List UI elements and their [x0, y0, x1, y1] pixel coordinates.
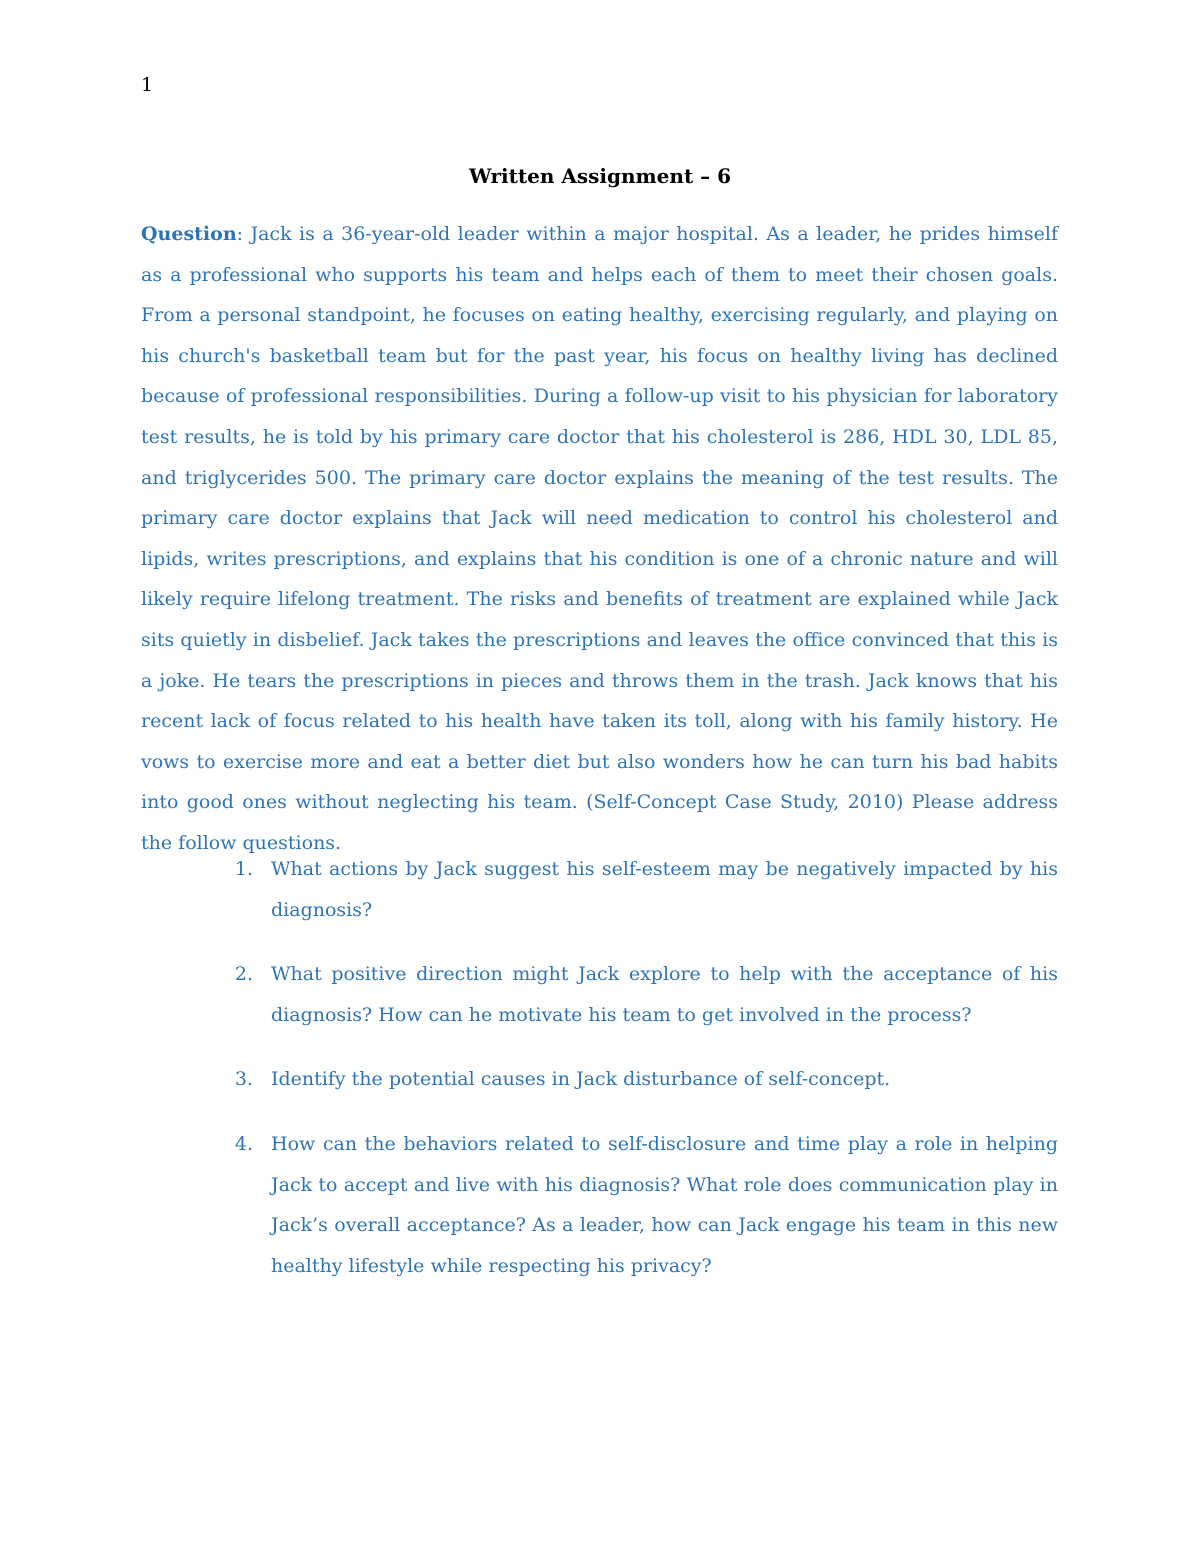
question-text: : Jack is a 36-year-old leader within a major hospital. As a leader, he prides himself as a professional who supports his team and helps each of them to meet their chosen goals. From a personal standpoint, he focuses on eating healthy, exercising regularly, and playing on his church's basketball team but for the past year, his focus on healthy living has declined because of professional responsibilities. During a follow-up visit to his physician for laboratory test results, he is told by his primary care doctor that his cholesterol is 286, HDL 30, LDL 85, and triglycerides 500. The primary care doctor explains the meaning of the test results. The primary care doctor explains that Jack will need medication to control his cholesterol and lipids, writes prescriptions, and explains that his condition is one of a chronic nature and will likely require lifelong treatment. The risks and benefits of treatment are explained while Jack sits quietly in disbelief. Jack takes the prescriptions and leaves the office convinced that this is a joke. He tears the prescriptions in pieces and throws them in the trash. Jack knows that his recent lack of focus related to his health have taken its toll, along with his family history. He vows to exercise more and eat a better diet but also wonders how he can turn his bad habits into good ones without neglecting his team. (Self-Concept Case Study, 2010) Please address the follow questions. — [141, 223, 1058, 854]
list-item-text: What positive direction might Jack explore to help with the acceptance of his diagnosis? How can he motivate his team to get involved in the process? — [271, 963, 1058, 1026]
question-paragraph — [141, 214, 1058, 864]
list-item-text: What actions by Jack suggest his self-esteem may be negatively impacted by his diagnosis? — [271, 858, 1058, 921]
list-item — [141, 1059, 1058, 1100]
list-item-number: 3. — [234, 1068, 253, 1091]
list-item-number: 2. — [234, 963, 253, 986]
list-item-text: How can the behaviors related to self-disclosure and time play a role in helping Jack to accept and live with his diagnosis? What role does communication play in Jack’s overall acceptance? As a leader, how can Jack engage his team in this new healthy lifestyle while respecting his privacy? — [271, 1132, 1058, 1277]
list-item-number: 1. — [234, 858, 253, 880]
list-item — [141, 849, 1058, 930]
list-item-text: Identify the potential causes in Jack disturbance of self-concept. — [271, 1068, 891, 1091]
list-item-number: 4. — [234, 1132, 253, 1155]
list-item — [141, 954, 1058, 1035]
document-title: Written Assignment – 6 — [468, 164, 732, 188]
question-list — [141, 849, 1058, 1310]
page-number: 1 — [141, 74, 154, 96]
list-item — [141, 1124, 1058, 1286]
question-label: Question — [141, 223, 237, 245]
